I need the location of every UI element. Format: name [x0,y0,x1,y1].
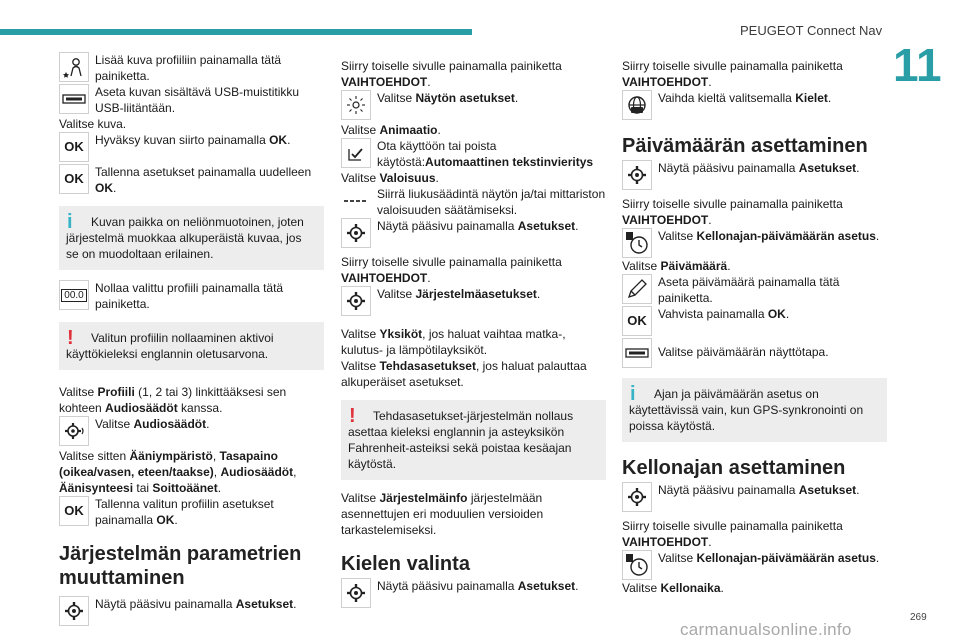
ok-button-icon[interactable]: OK [59,164,89,194]
ok-button-icon[interactable]: OK [59,496,89,526]
step-save-again: OK Tallenna asetukset painamalla uudelleen OK. [59,164,324,196]
info-icon: i [630,383,636,405]
paragraph: Valitse sitten Ääniympäristö, Tasapaino (oikea/vasen, eteen/taakse), Audiosäädöt, Äänisynteesi tai Soittoäänet. [59,449,297,495]
info-icon: i [67,211,73,233]
step-text: Valitse päivämäärän näyttötapa. [658,345,829,359]
usb-icon [59,84,89,114]
step-text: Nollaa valittu profiili painamalla tätä painiketta. [95,281,284,311]
step-text: Siirrä liukusäädintä näytön ja/tai mittariston valoisuuden säätämiseksi. [377,187,606,217]
paragraph: Valitse Yksiköt, jos haluat vaihtaa matka-, kulutus- ja lämpötilayksiköt. [341,327,566,357]
column-2 [341,52,606,608]
step-text: Aseta päivämäärä painamalla tätä painiketta. [658,275,840,305]
paragraph: Siirry toiselle sivulle painamalla painiketta VAIHTOEHDOT. [622,519,843,549]
system-settings-icon[interactable] [341,286,371,316]
warning-note: ! Valitun profiilin nollaaminen aktivoi käyttökieleksi englannin oletusarvona. [59,322,324,370]
column-3 [622,52,887,596]
step-system-settings: Valitse Järjestelmäasetukset. [341,286,606,316]
warning-note: ! Tehdasasetukset-järjestelmän nollaus asettaa kieleksi englannin ja asteyksikön Fahrenheit-asteiksi sekä poistaa kesäajan käytöstä. [341,400,606,480]
clock-calendar-icon[interactable] [622,550,652,580]
step-text: Aseta kuvan sisältävä USB-muistitikku USB-liitäntään. [95,85,300,115]
step-languages: Vaihda kieltä valitsemalla Kielet. [622,90,887,120]
step-audio-settings: Valitse Audiosäädöt. [59,416,324,446]
step-time-date-settings: Valitse Kellonajan-päivämäärän asetus. [622,228,887,258]
step-time-date-settings: Valitse Kellonajan-päivämäärän asetus. [622,550,887,580]
audio-settings-icon[interactable] [59,416,89,446]
step-open-settings: Näytä pääsivu painamalla Asetukset. [341,578,606,608]
step-display-settings: Valitse Näytön asetukset. [341,90,606,120]
slider-icon[interactable] [341,186,371,216]
paragraph: Valitse Valoisuus. [341,171,439,185]
info-note: i Kuvan paikka on neliönmuotoinen, joten järjestelmä muokkaa alkuperäistä kuvaa, jos se on muodoltaan erilainen. [59,206,324,270]
step-confirm-transfer: OK Hyväksy kuvan siirto painamalla OK. [59,132,324,162]
step-text: Lisää kuva profiiliin painamalla tätä painiketta. [95,53,282,83]
step-open-settings: Näytä pääsivu painamalla Asetukset. [59,596,324,626]
format-bar-icon[interactable] [622,338,652,368]
step-add-image [59,52,324,84]
settings-gear-icon[interactable] [622,482,652,512]
paragraph: Valitse kuva. [59,117,127,131]
settings-gear-icon[interactable] [341,578,371,608]
step-set-date [622,274,887,306]
step-save-profile: OK Tallenna valitun profiilin asetukset painamalla OK. [59,496,324,528]
section-heading: Kielen valinta [341,553,470,575]
warning-icon: ! [349,405,356,427]
clock-calendar-icon[interactable] [622,228,652,258]
reset-icon[interactable]: 00.0 [59,280,89,310]
section-heading: Päivämäärän asettaminen [622,135,868,157]
checkbox-icon[interactable] [341,138,371,168]
chapter-number: 11 [893,39,942,91]
settings-gear-icon[interactable] [59,596,89,626]
paragraph: Valitse Tehdasasetukset, jos haluat palauttaa alkuperäiset asetukset. [341,359,587,389]
ok-button-icon[interactable]: OK [59,132,89,162]
section-heading: Kellonajan asettaminen [622,457,846,479]
step-date-format [622,338,887,368]
step-autoscroll: Ota käyttöön tai poista käytöstä:Automaattinen tekstinvieritys [341,138,606,170]
step-open-settings: Näytä pääsivu painamalla Asetukset. [622,482,887,512]
paragraph: Siirry toiselle sivulle painamalla painiketta VAIHTOEHDOT. [341,59,562,89]
step-open-settings: Näytä pääsivu painamalla Asetukset. [622,160,887,190]
section-heading: Järjestelmän parametrien muuttaminen [59,543,302,589]
info-note: i Ajan ja päivämäärän asetus on käytettävissä vain, kun GPS-synkronointi on poissa käytöstä. [622,378,887,442]
step-insert-usb [59,84,324,116]
pencil-icon[interactable] [622,274,652,304]
step-confirm-date: OK Vahvista painamalla OK. [622,306,887,336]
settings-gear-icon[interactable] [622,160,652,190]
paragraph: Valitse Kellonaika. [622,581,724,595]
step-brightness-slider [341,186,606,218]
paragraph: Siirry toiselle sivulle painamalla painiketta VAIHTOEHDOT. [622,197,843,227]
paragraph: Siirry toiselle sivulle painamalla painiketta VAIHTOEHDOT. [622,59,843,89]
settings-gear-icon[interactable] [341,218,371,248]
watermark: carmanualsonline.info [680,620,852,639]
paragraph: Valitse Animaatio. [341,123,441,137]
paragraph: Valitse Järjestelmäinfo järjestelmään asennettujen eri moduulien versioiden tarkastelemiseksi. [341,491,544,537]
warning-icon: ! [67,327,74,349]
column-1 [59,52,324,626]
page-number: 269 [910,612,927,623]
paragraph: Valitse Päivämäärä. [622,259,731,273]
ok-button-icon[interactable]: OK [622,306,652,336]
page-header-title: PEUGEOT Connect Nav [740,23,883,38]
step-open-settings: Näytä pääsivu painamalla Asetukset. [341,218,606,248]
step-reset-profile [59,280,324,312]
language-icon[interactable] [622,90,652,120]
profile-image-icon[interactable] [59,52,89,82]
paragraph: Siirry toiselle sivulle painamalla painiketta VAIHTOEHDOT. [341,255,562,285]
brightness-icon[interactable] [341,90,371,120]
paragraph: Valitse Profiili (1, 2 tai 3) linkittääksesi sen kohteen Audiosäädöt kanssa. [59,385,287,415]
header-accent-bar [0,29,472,35]
